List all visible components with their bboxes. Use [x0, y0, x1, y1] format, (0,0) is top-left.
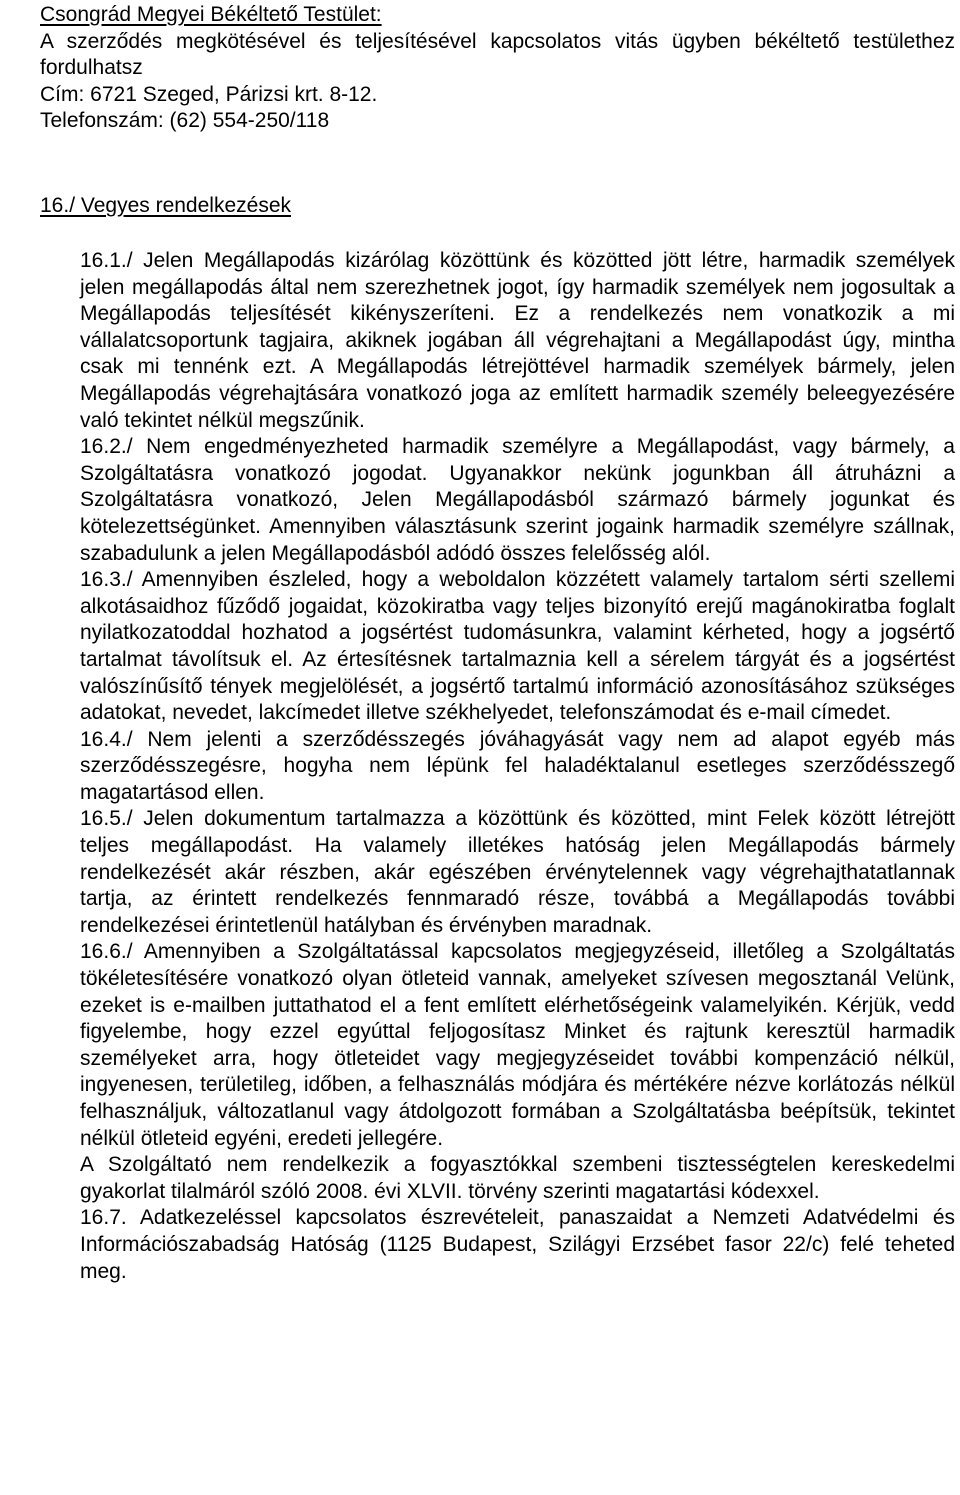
arbitration-board-phone: Telefonszám: (62) 554-250/118: [40, 109, 330, 133]
arbitration-board-address: Cím: 6721 Szeged, Párizsi krt. 8-12.: [40, 82, 378, 106]
paragraph-16-6: 16.6./ Amennyiben a Szolgáltatással kapcsolatos megjegyzéseid, illetőleg a Szolgáltatás tökéletesítésére vonatkozó olyan ötleteid vannak, amelyeket szívesen megosztanál Velünk, ezeket is e-mailben juttathatod el a fent említett elérhetőségeink valamelyikén. Kérjük, vedd figyelembe, hogy ezzel egyúttal feljogosítasz Minket és rajtunk keresztül harmadik személyeket arra, hogy ötleteidet vagy megjegyzéseidet további kompenzáció nélkül, ingyenesen, területileg, időben, a felhasználás módjára és mértékére nézve korlátozás nélkül felhasználjuk, változatlanul vagy átdolgozott formában a Szolgáltatásba beépítsük, tekintet nélkül ötleteid egyéni, eredeti jellegére.: [80, 940, 955, 1150]
arbitration-board-description: A szerződés megkötésével és teljesítésével kapcsolatos vitás ügyben békéltető testülethez fordulhatsz: [40, 29, 955, 80]
arbitration-board-contact: [40, 2, 955, 135]
section-title: 16./ Vegyes rendelkezések: [40, 194, 291, 217]
paragraph-16-7: 16.7. Adatkezeléssel kapcsolatos észrevételeit, panaszaidat a Nemzeti Adatvédelmi és Információszabadság Hatóság (1125 Budapest, Szilágyi Erzsébet fasor 22/c) felé teheted meg.: [80, 1206, 955, 1283]
section-body: [80, 248, 955, 1285]
paragraph-16-2: 16.2./ Nem engedményezheted harmadik személyre a Megállapodást, vagy bármely, a Szolgáltatásra vonatkozó jogodat. Ugyanakkor nekünk jogunkban áll átruházni a Szolgáltatásra vonatkozó, Jelen Megállapodásból származó bármely jogunkat és kötelezettségünket. Amennyiben választásunk szerint jogaink harmadik személyre szállnak, szabadulunk a jelen Megállapodásból adódó összes felelősség alól.: [80, 435, 955, 565]
arbitration-board-name: Csongrád Megyei Békéltető Testület:: [40, 3, 382, 26]
paragraph-code-of-conduct: A Szolgáltató nem rendelkezik a fogyasztókkal szembeni tisztességtelen kereskedelmi gyakorlat tilalmáról szóló 2008. évi XLVII. törvény szerinti magatartási kódexxel.: [80, 1153, 955, 1203]
paragraph-16-1: 16.1./ Jelen Megállapodás kizárólag közöttünk és közötted jött létre, harmadik személyek jelen megállapodás által nem szerezhetnek jogot, így harmadik személyek nem jogosultak a Megállapodás teljesítését kikényszeríteni. Ez a rendelkezés nem vonatkozik a mi vállalatcsoportunk tagjaira, akiknek jogában áll végrehajtani a Megállapodást úgy, mintha csak mi tennénk ezt. A Megállapodás létrejöttével harmadik személyek bármely, jelen Megállapodás végrehajtására vonatkozó joga az említett harmadik személy beleegyezésére való tekintet nélkül megszűnik.: [80, 249, 955, 432]
paragraph-16-3: 16.3./ Amennyiben észleled, hogy a weboldalon közzétett valamely tartalom sérti szellemi alkotásaidhoz fűződő jogaidat, közokiratba vagy teljes bizonyító erejű magánokiratba foglalt nyilatkozatoddal hozhatod a jogsértést tudomásunkra, valamint kérheted, hogy a jogsértő tartalmat távolítsuk el. Az értesítésnek tartalmaznia kell a sérelem tárgyát és a jogsértést valószínűsítő tények megjelölését, a jogsértő tartalmú információ azonosításához szükséges adatokat, nevedet, lakcímedet illetve székhelyedet, telefonszámodat és e-mail címedet.: [80, 568, 955, 725]
paragraph-16-4: 16.4./ Nem jelenti a szerződésszegés jóváhagyását vagy nem ad alapot egyéb más szerződésszegésre, hogyha nem lépünk fel haladéktalanul esetleges szerződésszegő magatartásod ellen.: [80, 727, 955, 804]
paragraph-16-5: 16.5./ Jelen dokumentum tartalmazza a közöttünk és közötted, mint Felek között létrejött teljes megállapodást. Ha valamely illetékes hatóság jelen Megállapodás bármely rendelkezését akár részben, akár egészében érvénytelennek vagy végrehajthatatlannak tartja, az érintett rendelkezés fennmaradó része, továbbá a Megállapodás további rendelkezései érintetlenül hatályban és érvényben maradnak.: [80, 807, 955, 937]
